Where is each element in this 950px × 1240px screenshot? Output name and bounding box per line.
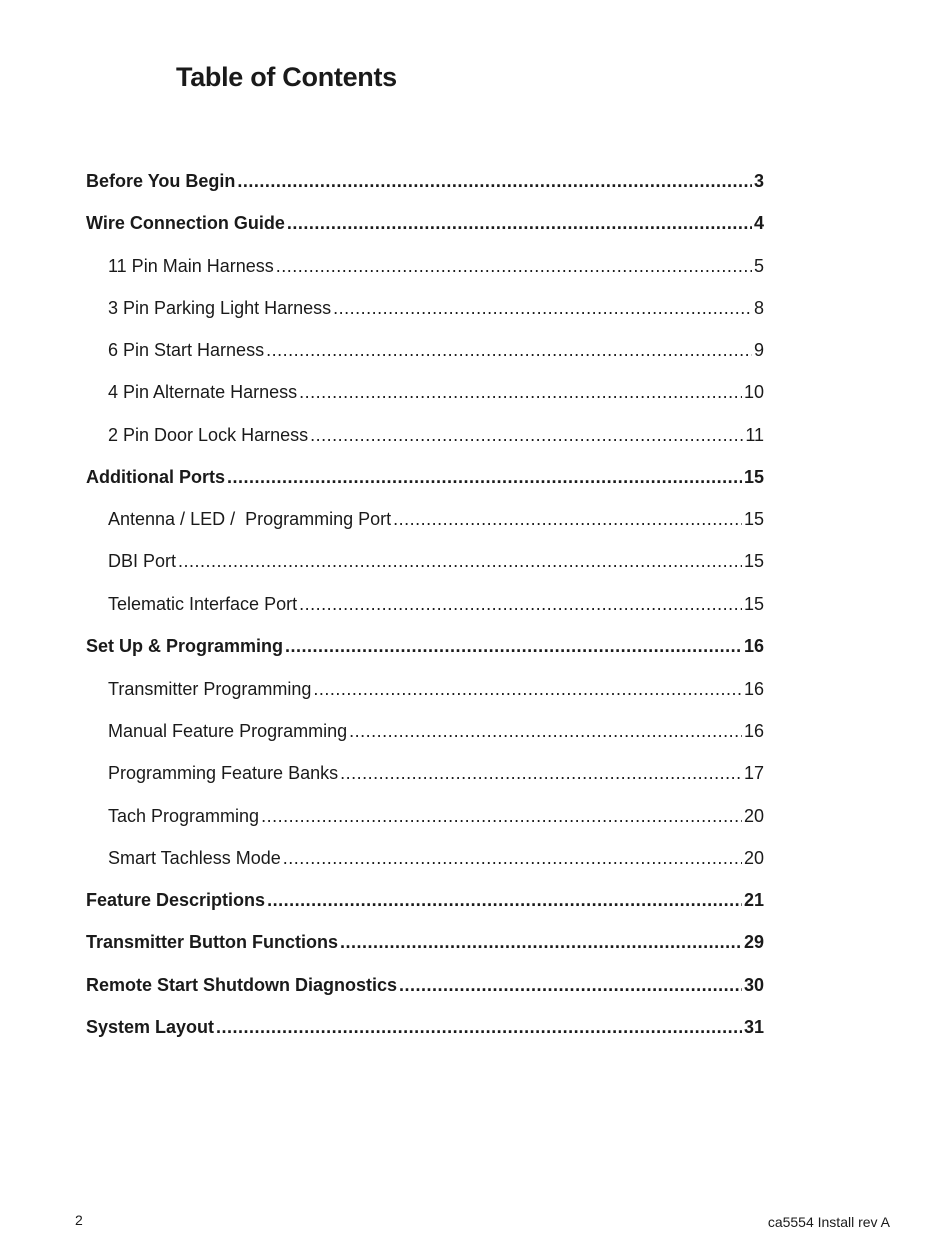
dot-leader — [393, 507, 742, 531]
toc-entry-2-pin-door-lock-harness[interactable] — [108, 423, 764, 447]
toc-entry-page: 21 — [743, 890, 764, 910]
dot-leader — [237, 169, 752, 193]
toc-entry-title: Additional Ports — [86, 467, 225, 487]
toc-entry-system-layout[interactable] — [86, 1015, 764, 1039]
toc-entry-feature-descriptions[interactable] — [86, 888, 764, 912]
page-title: Table of Contents — [176, 62, 397, 92]
toc-entry-before-you-begin[interactable] — [86, 169, 764, 193]
toc-entry-title: Tach Programming — [108, 806, 260, 826]
toc-entry-title: DBI Port — [108, 551, 177, 571]
toc-entry-smart-tachless-mode[interactable] — [108, 846, 764, 870]
toc-entry-title: Antenna / LED / Programming Port — [108, 509, 392, 529]
footer-document-id: ca5554 Install rev A — [767, 1214, 890, 1230]
dot-leader — [299, 592, 742, 616]
toc-entry-transmitter-button-functions[interactable] — [86, 930, 764, 954]
dot-leader — [216, 1015, 742, 1039]
dot-leader — [178, 549, 742, 573]
toc-entry-page: 15 — [743, 509, 764, 529]
dot-leader — [349, 719, 742, 743]
dot-leader — [285, 634, 742, 658]
toc-entry-title: Transmitter Programming — [108, 679, 312, 699]
toc-entry-title: Set Up & Programming — [86, 636, 284, 656]
toc-entry-11-pin-main-harness[interactable] — [108, 254, 764, 278]
toc-entry-page: 31 — [743, 1017, 764, 1037]
dot-leader — [340, 930, 742, 954]
toc-entry-title: 4 Pin Alternate Harness — [108, 382, 298, 402]
toc-entry-title: Wire Connection Guide — [86, 213, 285, 233]
toc-entry-page: 9 — [753, 340, 764, 360]
toc-entry-transmitter-programming[interactable] — [108, 677, 764, 701]
toc-entry-page: 5 — [753, 256, 764, 276]
toc-entry-title: Transmitter Button Functions — [86, 932, 338, 952]
toc-entry-page: 15 — [743, 594, 764, 614]
toc-entry-remote-start-shutdown-diagnostics[interactable] — [86, 973, 764, 997]
toc-entry-page: 3 — [753, 171, 764, 191]
dot-leader — [310, 423, 743, 447]
toc-entry-additional-ports[interactable] — [86, 465, 764, 489]
footer-page-number: 2 — [75, 1212, 83, 1228]
toc-entry-title: Feature Descriptions — [86, 890, 266, 910]
toc-entry-title: Smart Tachless Mode — [108, 848, 281, 868]
dot-leader — [287, 211, 752, 235]
toc-entry-page: 20 — [743, 806, 764, 826]
toc-entry-6-pin-start-harness[interactable] — [108, 338, 764, 362]
toc-entry-title: Remote Start Shutdown Diagnostics — [86, 975, 398, 995]
toc-entry-3-pin-parking-light-harness[interactable] — [108, 296, 764, 320]
toc-entry-title: System Layout — [86, 1017, 215, 1037]
toc-entry-title: Manual Feature Programming — [108, 721, 348, 741]
dot-leader — [299, 380, 742, 404]
toc-entry-page: 10 — [743, 382, 764, 402]
toc-entry-antenna-led-programming-port[interactable] — [108, 507, 764, 531]
dot-leader — [340, 761, 742, 785]
toc-entry-page: 16 — [743, 679, 764, 699]
toc-entry-title: Before You Begin — [86, 171, 236, 191]
toc-entry-set-up-programming[interactable] — [86, 634, 764, 658]
dot-leader — [266, 338, 752, 362]
toc-entry-dbi-port[interactable] — [108, 549, 764, 573]
toc-entry-page: 20 — [743, 848, 764, 868]
toc-entry-wire-connection-guide[interactable] — [86, 211, 764, 235]
toc-entry-programming-feature-banks[interactable] — [108, 761, 764, 785]
toc-entry-page: 4 — [753, 213, 764, 233]
toc-entry-title: 11 Pin Main Harness — [108, 256, 274, 276]
toc-entry-page: 15 — [743, 467, 764, 487]
dot-leader — [267, 888, 742, 912]
toc-entry-tach-programming[interactable] — [108, 804, 764, 828]
toc-entry-title: Telematic Interface Port — [108, 594, 298, 614]
dot-leader — [276, 254, 752, 278]
dot-leader — [227, 465, 742, 489]
toc-entry-title: 2 Pin Door Lock Harness — [108, 425, 309, 445]
toc-entry-title: Programming Feature Banks — [108, 763, 339, 783]
toc-entry-page: 30 — [743, 975, 764, 995]
toc-entry-page: 11 — [745, 425, 764, 445]
toc-entry-page: 16 — [743, 636, 764, 656]
dot-leader — [399, 973, 742, 997]
dot-leader — [261, 804, 742, 828]
toc-entry-page: 8 — [753, 298, 764, 318]
toc-entry-4-pin-alternate-harness[interactable] — [108, 380, 764, 404]
toc-entry-page: 15 — [743, 551, 764, 571]
toc-entry-title: 3 Pin Parking Light Harness — [108, 298, 332, 318]
toc-entry-page: 16 — [743, 721, 764, 741]
toc-entry-page: 17 — [743, 763, 764, 783]
dot-leader — [313, 677, 742, 701]
toc-entry-title: 6 Pin Start Harness — [108, 340, 265, 360]
toc-entry-manual-feature-programming[interactable] — [108, 719, 764, 743]
dot-leader — [333, 296, 752, 320]
dot-leader — [283, 846, 742, 870]
toc-entry-telematic-interface-port[interactable] — [108, 592, 764, 616]
toc-entry-page: 29 — [743, 932, 764, 952]
